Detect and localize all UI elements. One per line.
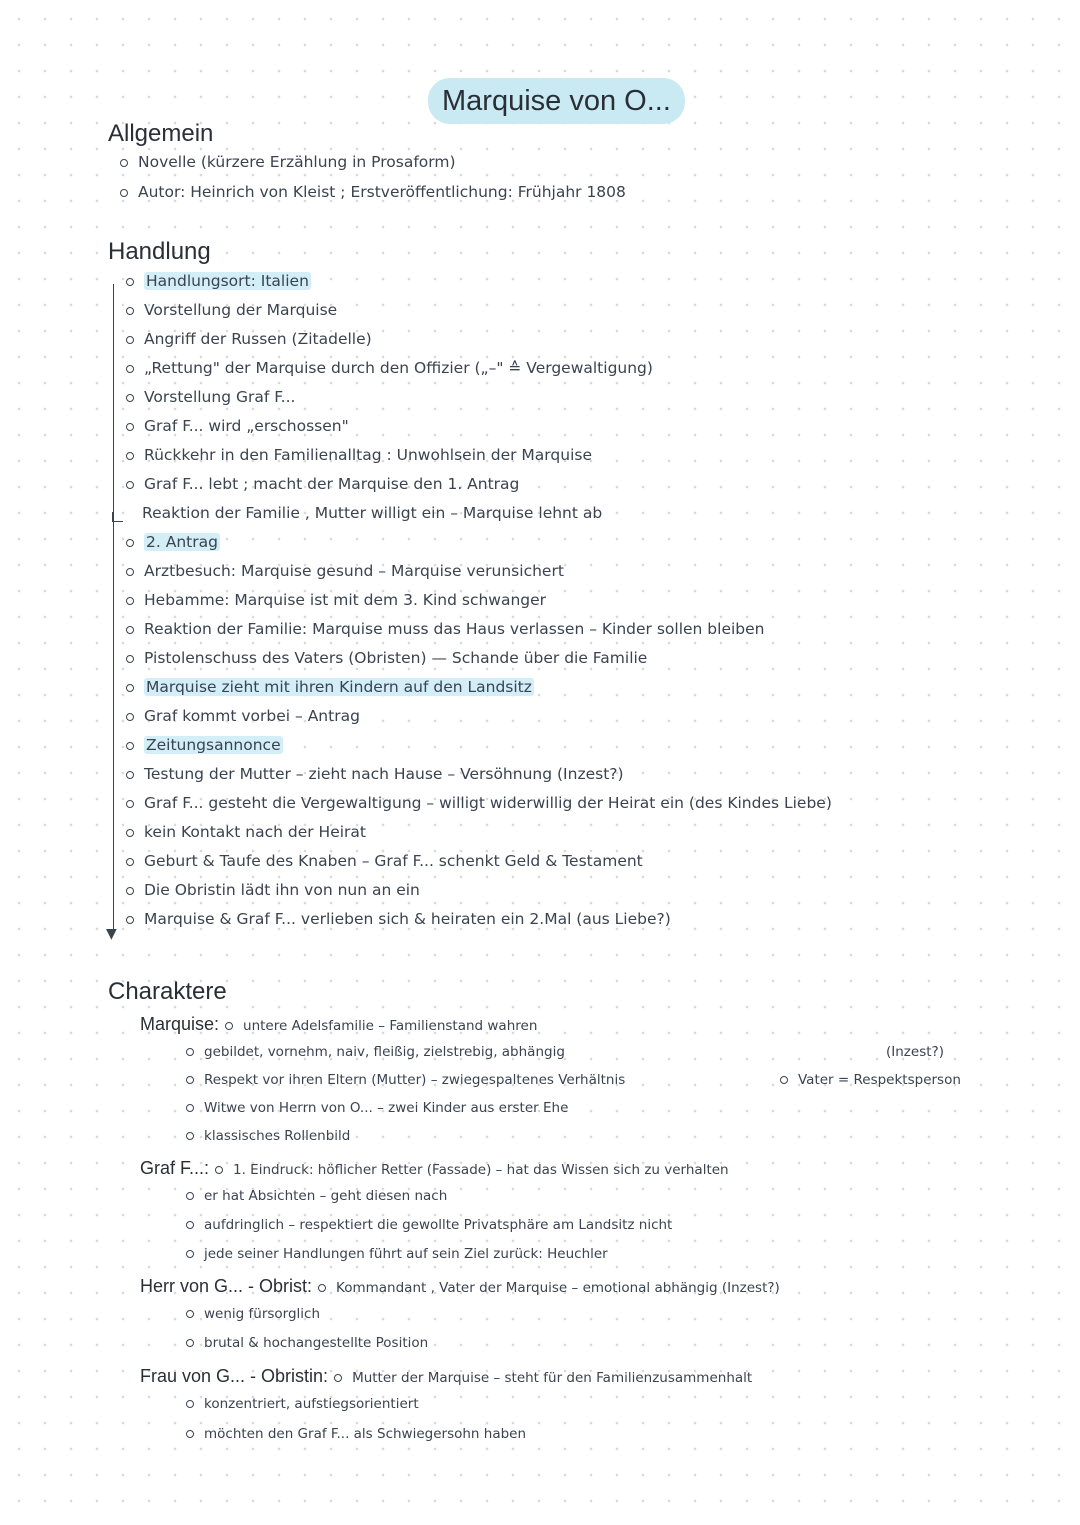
bullet-icon xyxy=(186,1132,194,1140)
heading-charaktere: Charaktere xyxy=(108,978,227,1005)
character-marquise: Marquise: untere Adelsfamilie – Familienstand wahren xyxy=(140,1014,538,1034)
list-item: Rückkehr in den Familienalltag : Unwohlsein der Marquise xyxy=(126,446,592,464)
list-item: klassisches Rollenbild xyxy=(186,1128,350,1144)
bullet-icon xyxy=(126,307,134,315)
bullet-icon xyxy=(186,1430,194,1438)
bullet-icon xyxy=(126,423,134,431)
bullet-icon xyxy=(120,189,128,197)
list-item: brutal & hochangestellte Position xyxy=(186,1335,428,1351)
list-item: „Rettung" der Marquise durch den Offizier („–" ≙ Vergewaltigung) xyxy=(126,359,653,377)
list-item: jede seiner Handlungen führt auf sein Ziel zurück: Heuchler xyxy=(186,1246,608,1262)
list-item: Vorstellung Graf F... xyxy=(126,388,295,406)
bullet-icon xyxy=(126,916,134,924)
list-item: er hat Absichten – geht diesen nach xyxy=(186,1188,447,1204)
list-item: gebildet, vornehm, naiv, fleißig, zielstrebig, abhängig xyxy=(186,1044,565,1060)
list-item: Pistolenschuss des Vaters (Obristen) — Schande über die Familie xyxy=(126,649,647,667)
list-item: Hebamme: Marquise ist mit dem 3. Kind schwanger xyxy=(126,591,546,609)
timeline-line xyxy=(113,284,114,934)
bullet-icon xyxy=(126,278,134,286)
list-item: Marquise zieht mit ihren Kindern auf den Landsitz xyxy=(126,678,534,696)
page-title: Marquise von O... xyxy=(428,78,685,124)
bullet-icon xyxy=(126,742,134,750)
list-item: Vorstellung der Marquise xyxy=(126,301,337,319)
list-item: Arztbesuch: Marquise gesund – Marquise verunsichert xyxy=(126,562,564,580)
bullet-icon xyxy=(215,1166,223,1174)
list-item: 2. Antrag xyxy=(126,533,220,551)
branch-corner-icon xyxy=(112,512,123,522)
list-item: Reaktion der Familie: Marquise muss das Haus verlassen – Kinder sollen bleiben xyxy=(126,620,764,638)
list-item: Zeitungsannonce xyxy=(126,736,283,754)
bullet-icon xyxy=(225,1022,233,1030)
bullet-icon xyxy=(126,887,134,895)
bullet-icon xyxy=(120,159,128,167)
bullet-icon xyxy=(186,1250,194,1258)
bullet-icon xyxy=(126,336,134,344)
bullet-icon xyxy=(126,597,134,605)
aside-note: (Inzest?) xyxy=(886,1044,944,1060)
bullet-icon xyxy=(126,452,134,460)
bullet-icon xyxy=(126,858,134,866)
bullet-icon xyxy=(186,1048,194,1056)
bullet-icon xyxy=(126,365,134,373)
list-item: Graf F... wird „erschossen" xyxy=(126,417,349,435)
heading-allgemein: Allgemein xyxy=(108,120,214,147)
list-item: Respekt vor ihren Eltern (Mutter) – zwiegespaltenes Verhältnis xyxy=(186,1072,625,1088)
list-item: Graf F... lebt ; macht der Marquise den 1. Antrag xyxy=(126,475,519,493)
bullet-icon xyxy=(186,1221,194,1229)
bullet-icon xyxy=(186,1192,194,1200)
heading-handlung: Handlung xyxy=(108,238,211,265)
bullet-icon xyxy=(126,829,134,837)
list-item: Graf F... gesteht die Vergewaltigung – willigt widerwillig der Heirat ein (des Kindes Liebe) xyxy=(126,794,832,812)
list-item: Angriff der Russen (Zitadelle) xyxy=(126,330,372,348)
list-item: Geburt & Taufe des Knaben – Graf F... schenkt Geld & Testament xyxy=(126,852,643,870)
list-item: Graf kommt vorbei – Antrag xyxy=(126,707,360,725)
bullet-icon xyxy=(126,684,134,692)
bullet-icon xyxy=(126,655,134,663)
list-item: Handlungsort: Italien xyxy=(126,272,311,290)
list-item: Witwe von Herrn von O... – zwei Kinder aus erster Ehe xyxy=(186,1100,568,1116)
list-item: Die Obristin lädt ihn von nun an ein xyxy=(126,881,420,899)
bullet-icon xyxy=(126,394,134,402)
bullet-icon xyxy=(334,1374,342,1382)
list-item: Novelle (kürzere Erzählung in Prosaform) xyxy=(120,153,456,171)
list-item: aufdringlich – respektiert die gewollte Privatsphäre am Landsitz nicht xyxy=(186,1217,672,1233)
bullet-icon xyxy=(186,1076,194,1084)
bullet-icon xyxy=(126,800,134,808)
list-item: kein Kontakt nach der Heirat xyxy=(126,823,366,841)
list-item: Reaktion der Familie , Mutter willigt ein – Marquise lehnt ab xyxy=(142,504,603,522)
bullet-icon xyxy=(318,1284,326,1292)
list-item: Marquise & Graf F... verlieben sich & heiraten ein 2.Mal (aus Liebe?) xyxy=(126,910,671,928)
bullet-icon xyxy=(126,771,134,779)
character-obristin: Frau von G... - Obristin: Mutter der Marquise – steht für den Familienzusammenhalt xyxy=(140,1366,753,1386)
arrow-down-icon: ▼ xyxy=(106,926,117,942)
list-item: Autor: Heinrich von Kleist ; Erstveröffentlichung: Frühjahr 1808 xyxy=(120,183,626,201)
bullet-icon xyxy=(186,1104,194,1112)
list-item: Testung der Mutter – zieht nach Hause – Versöhnung (Inzest?) xyxy=(126,765,624,783)
bullet-icon xyxy=(186,1310,194,1318)
bullet-icon xyxy=(780,1076,788,1084)
list-item: möchten den Graf F... als Schwiegersohn haben xyxy=(186,1426,526,1442)
bullet-icon xyxy=(186,1400,194,1408)
character-obrist: Herr von G... - Obrist: Kommandant , Vater der Marquise – emotional abhängig (Inzest?) xyxy=(140,1276,780,1296)
aside-note: Vater = Respektsperson xyxy=(780,1072,961,1088)
bullet-icon xyxy=(126,481,134,489)
bullet-icon xyxy=(186,1339,194,1347)
character-graf: Graf F...: 1. Eindruck: höflicher Retter (Fassade) – hat das Wissen sich zu verhalten xyxy=(140,1158,729,1178)
bullet-icon xyxy=(126,713,134,721)
bullet-icon xyxy=(126,626,134,634)
list-item: wenig fürsorglich xyxy=(186,1306,320,1322)
bullet-icon xyxy=(126,539,134,547)
list-item: konzentriert, aufstiegsorientiert xyxy=(186,1396,419,1412)
bullet-icon xyxy=(126,568,134,576)
